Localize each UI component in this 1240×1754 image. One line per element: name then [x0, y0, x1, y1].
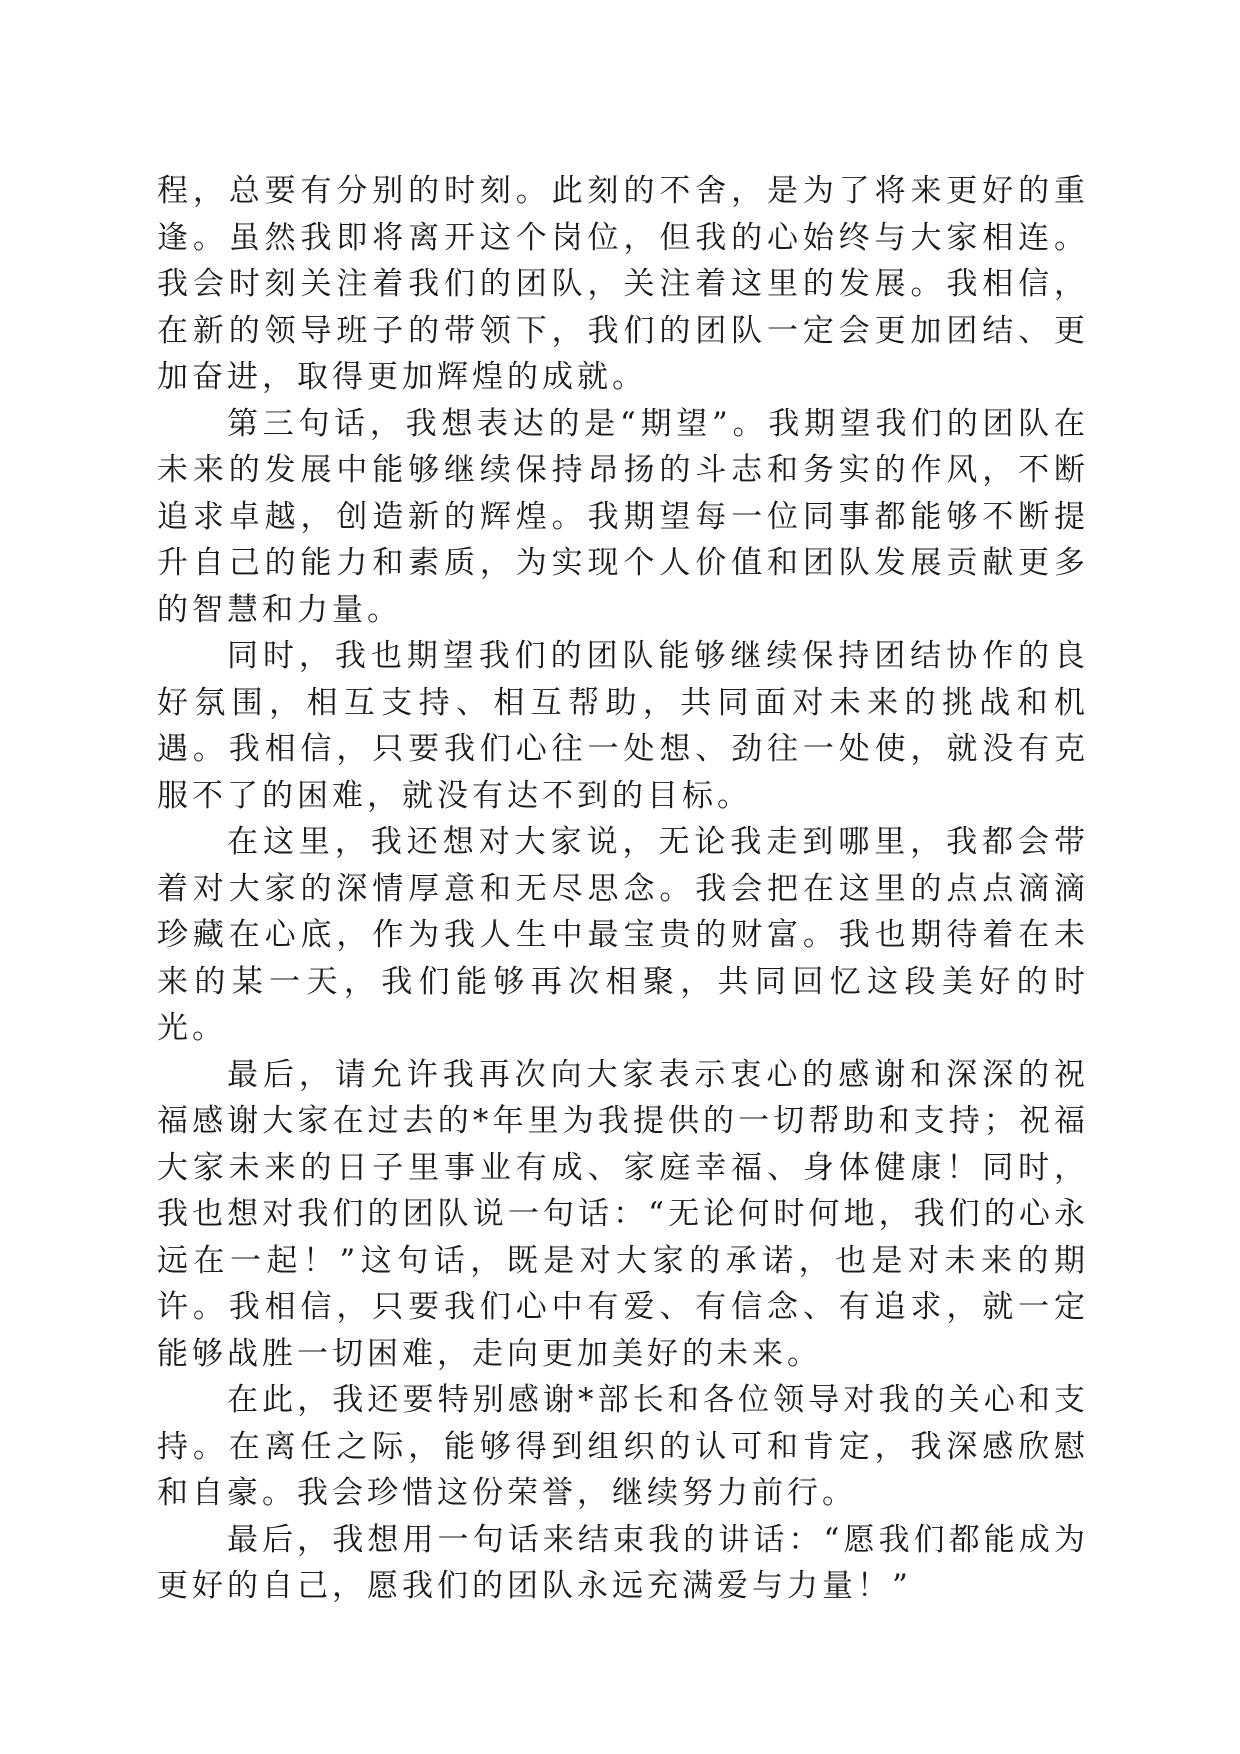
paragraph-farewell: 在这里，我还想对大家说，无论我走到哪里，我都会带着对大家的深情厚意和无尽思念。我会把在这里的点点滴滴珍藏在心底，作为我人生中最宝贵的财富。我也期待着在未来的某一天，我们能够再次相聚，共同回忆这段美好的时光。 — [157, 824, 1089, 1046]
paragraph-leadership-thanks: 在此，我还要特别感谢*部长和各位领导对我的关心和支持。在离任之际，能够得到组织的认可和肯定，我深感欣慰和自豪。我会珍惜这份荣誉，继续努力前行。 — [157, 1382, 1089, 1511]
paragraph-expectation: 第三句话，我想表达的是“期望”。我期望我们的团队在未来的发展中能够继续保持昂扬的斗志和务实的作风，不断追求卓越，创造新的辉煌。我期望每一位同事都能够不断提升自己的能力和素质，为实现个人价值和团队发展贡献更多的智慧和力量。 — [157, 405, 1089, 628]
paragraph-teamwork: 同时，我也期望我们的团队能够继续保持团结协作的良好氛围，相互支持、相互帮助，共同面对未来的挑战和机遇。我相信，只要我们心往一处想、劲往一处使，就没有克服不了的困难，就没有达不到的目标。 — [157, 638, 1089, 814]
document-body — [157, 168, 1089, 1610]
paragraph-continued: 程，总要有分别的时刻。此刻的不舍，是为了将来更好的重逢。虽然我即将离开这个岗位，但我的心始终与大家相连。我会时刻关注着我们的团队，关注着这里的发展。我相信，在新的领导班子的带领下，我们的团队一定会更加团结、更加奋进，取得更加辉煌的成就。 — [157, 173, 1089, 395]
paragraph-thanks-blessing: 最后，请允许我再次向大家表示衷心的感谢和深深的祝福感谢大家在过去的*年里为我提供的一切帮助和支持；祝福大家未来的日子里事业有成、家庭幸福、身体健康！同时，我也想对我们的团队说一句话：“无论何时何地，我们的心永远在一起！”这句话，既是对大家的承诺，也是对未来的期许。我相信，只要我们心中有爱、有信念、有追求，就一定能够战胜一切困难，走向更加美好的未来。 — [157, 1056, 1089, 1372]
paragraph-closing: 最后，我想用一句话来结束我的讲话：“愿我们都能成为更好的自己，愿我们的团队永远充满爱与力量！” — [157, 1521, 1089, 1604]
